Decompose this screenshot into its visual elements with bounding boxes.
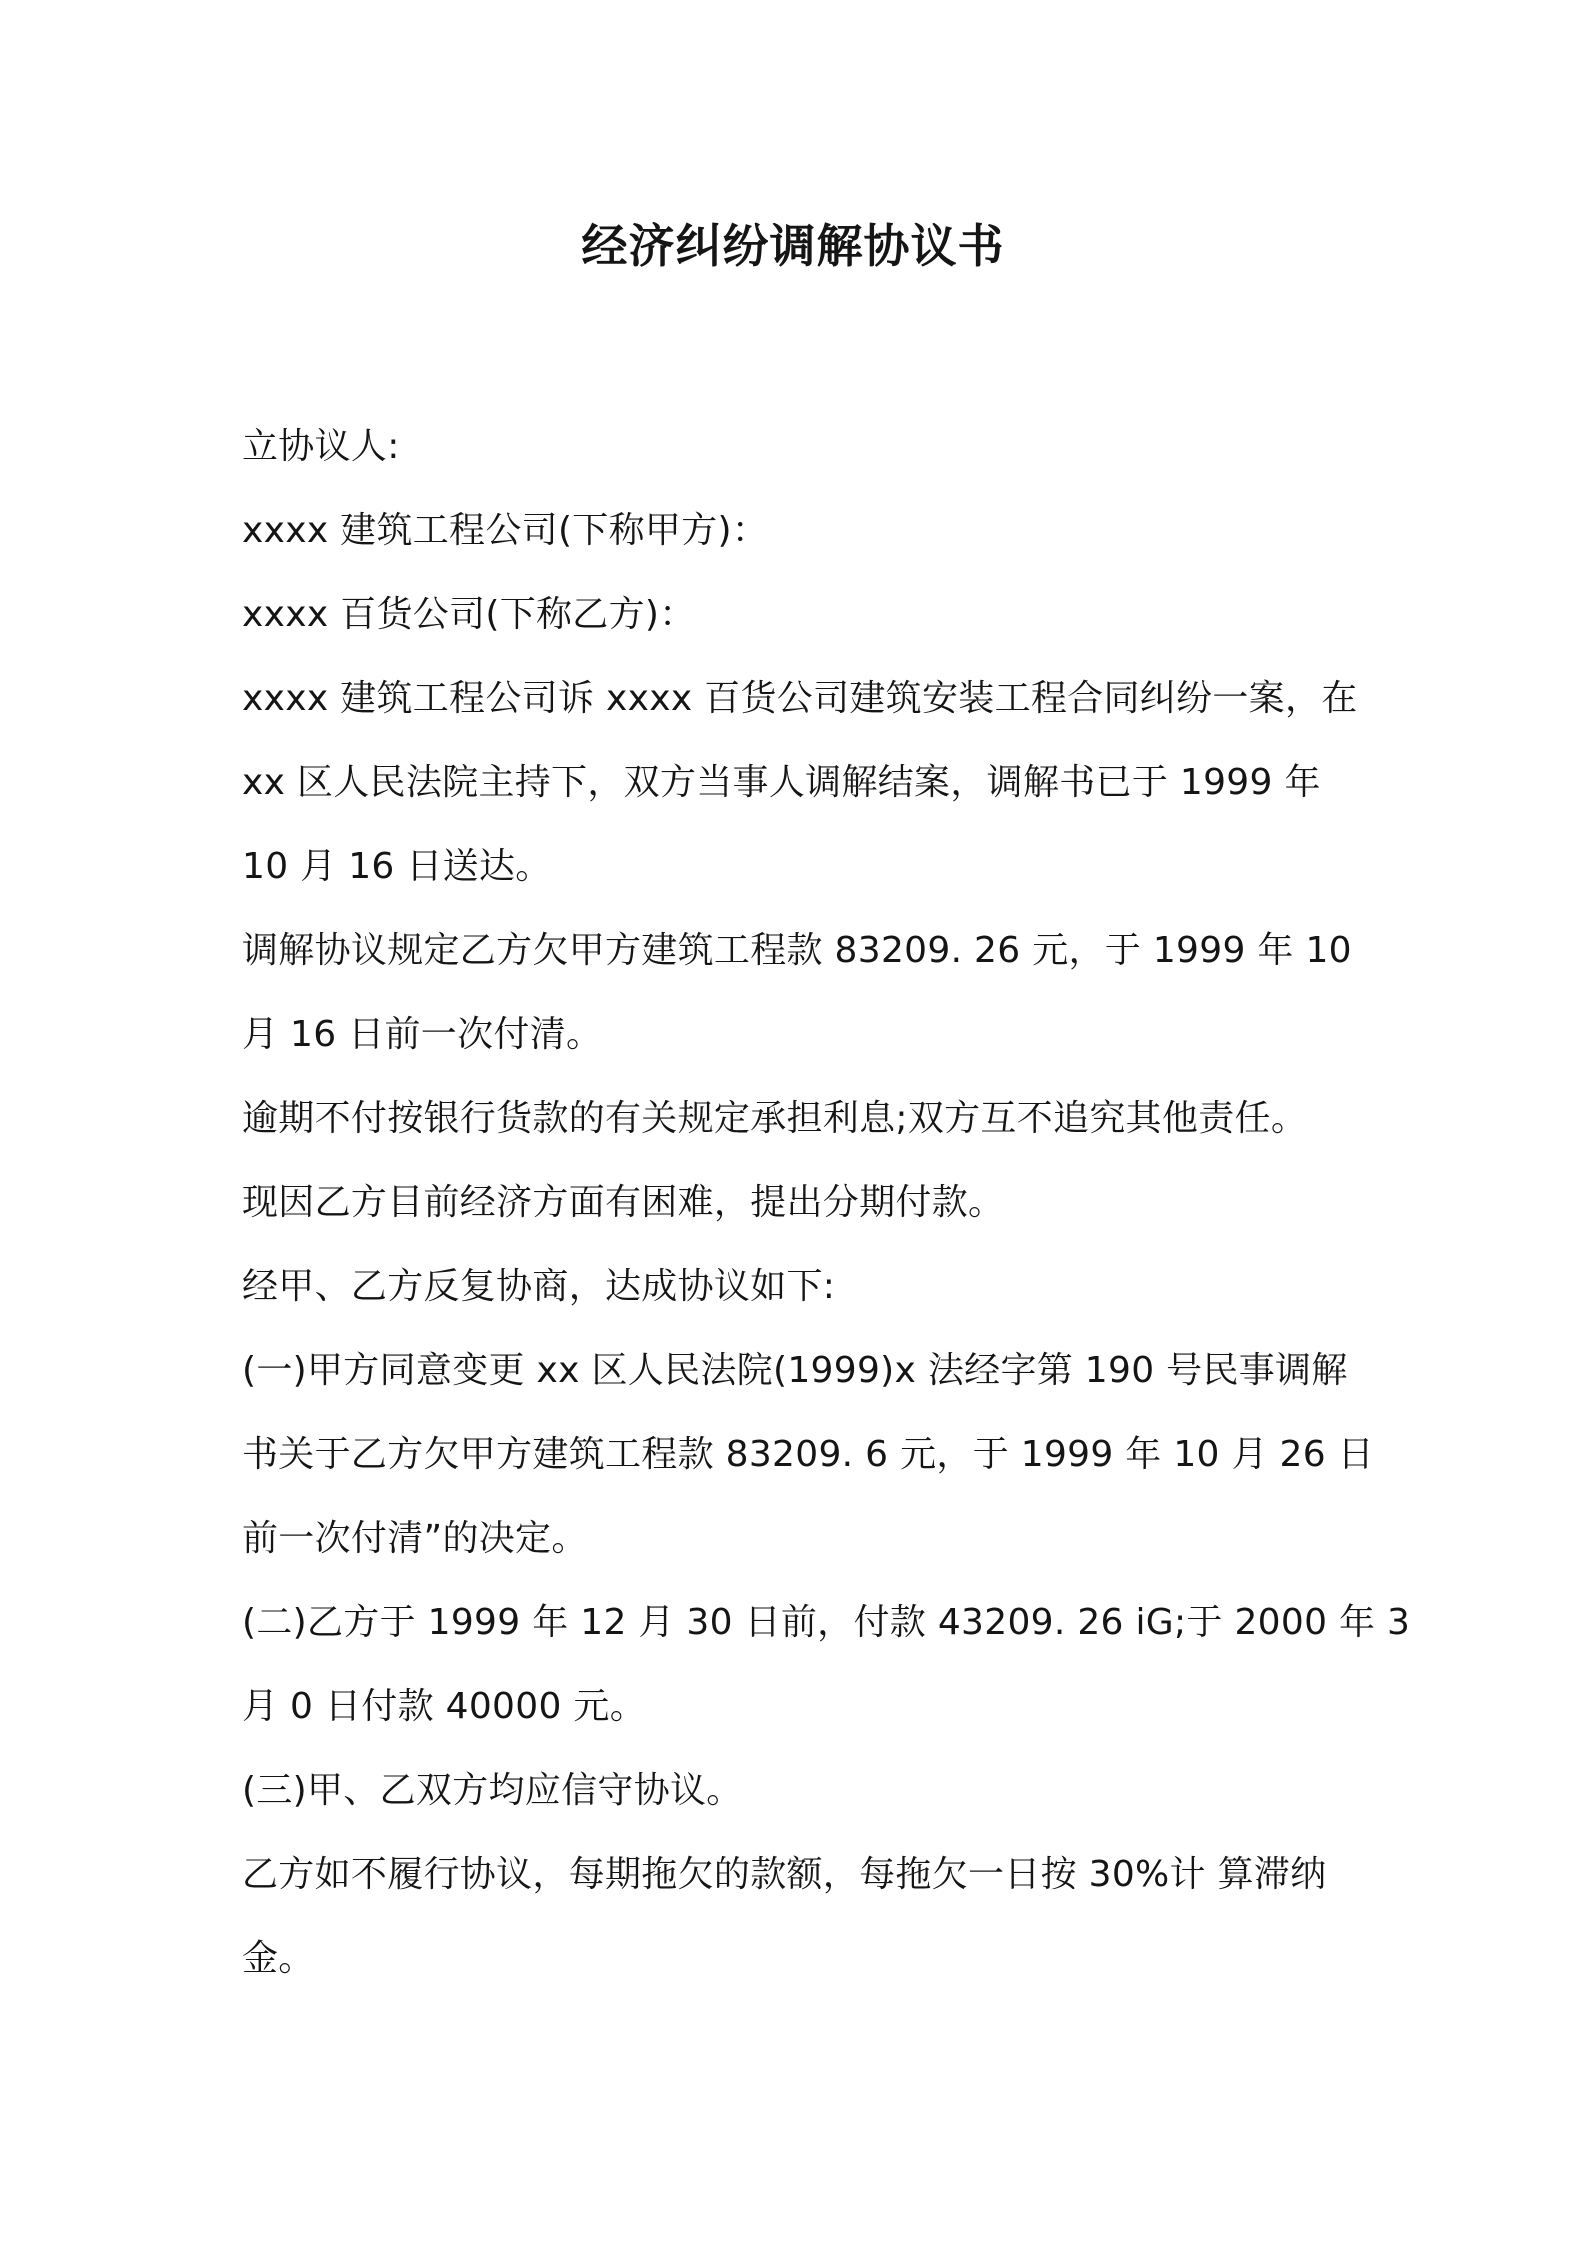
document-body bbox=[242, 405, 1411, 2001]
overdue-terms-line: 逾期不付按银行货款的有关规定承担利息;双方互不追究其他责任。 bbox=[242, 1098, 1308, 1139]
difficulty-line: 现因乙方目前经济方面有困难，提出分期付款。 bbox=[242, 1182, 1005, 1223]
case-line-3: 10 月 16 日送达。 bbox=[242, 846, 552, 887]
clause-1-line-2: 书关于乙方欠甲方建筑工程款 83209. 6 元，于 1999 年 10 月 26 日 bbox=[242, 1434, 1374, 1475]
party-b-line: xxxx 百货公司(下称乙方)： bbox=[242, 594, 696, 635]
penalty-line-1: 乙方如不履行协议，每期拖欠的款额，每拖欠一日按 30%计 算滞纳 bbox=[242, 1854, 1327, 1895]
clause-1-line-1: (一)甲方同意变更 xx 区人民法院(1999)x 法经字第 190 号民事调解 bbox=[242, 1350, 1348, 1391]
document-title: 经济纠纷调解协议书 bbox=[581, 219, 1005, 273]
party-heading: 立协议人: bbox=[242, 426, 400, 467]
original-terms-line-2: 月 16 日前一次付清。 bbox=[242, 1014, 603, 1055]
clause-1-line-3: 前一次付清”的决定。 bbox=[242, 1518, 588, 1559]
case-line-1: xxxx 建筑工程公司诉 xxxx 百货公司建筑安装工程合同纠纷一案，在 bbox=[242, 678, 1358, 719]
penalty-line-2: 金。 bbox=[242, 1938, 315, 1979]
clause-2-line-2: 月 0 日付款 40000 元。 bbox=[242, 1686, 646, 1727]
agreement-intro-line: 经甲、乙方反复协商，达成协议如下: bbox=[242, 1266, 836, 1307]
original-terms-line-1: 调解协议规定乙方欠甲方建筑工程款 83209. 26 元，于 1999 年 10 bbox=[242, 930, 1352, 971]
clause-3-line: (三)甲、乙双方均应信守协议。 bbox=[242, 1770, 743, 1811]
party-a-line: xxxx 建筑工程公司(下称甲方)： bbox=[242, 510, 769, 551]
clause-2-line-1: (二)乙方于 1999 年 12 月 30 日前，付款 43209. 26 iG;于 2000 年 3 bbox=[242, 1602, 1411, 1643]
case-line-2: xx 区人民法院主持下，双方当事人调解结案，调解书已于 1999 年 bbox=[242, 762, 1321, 803]
